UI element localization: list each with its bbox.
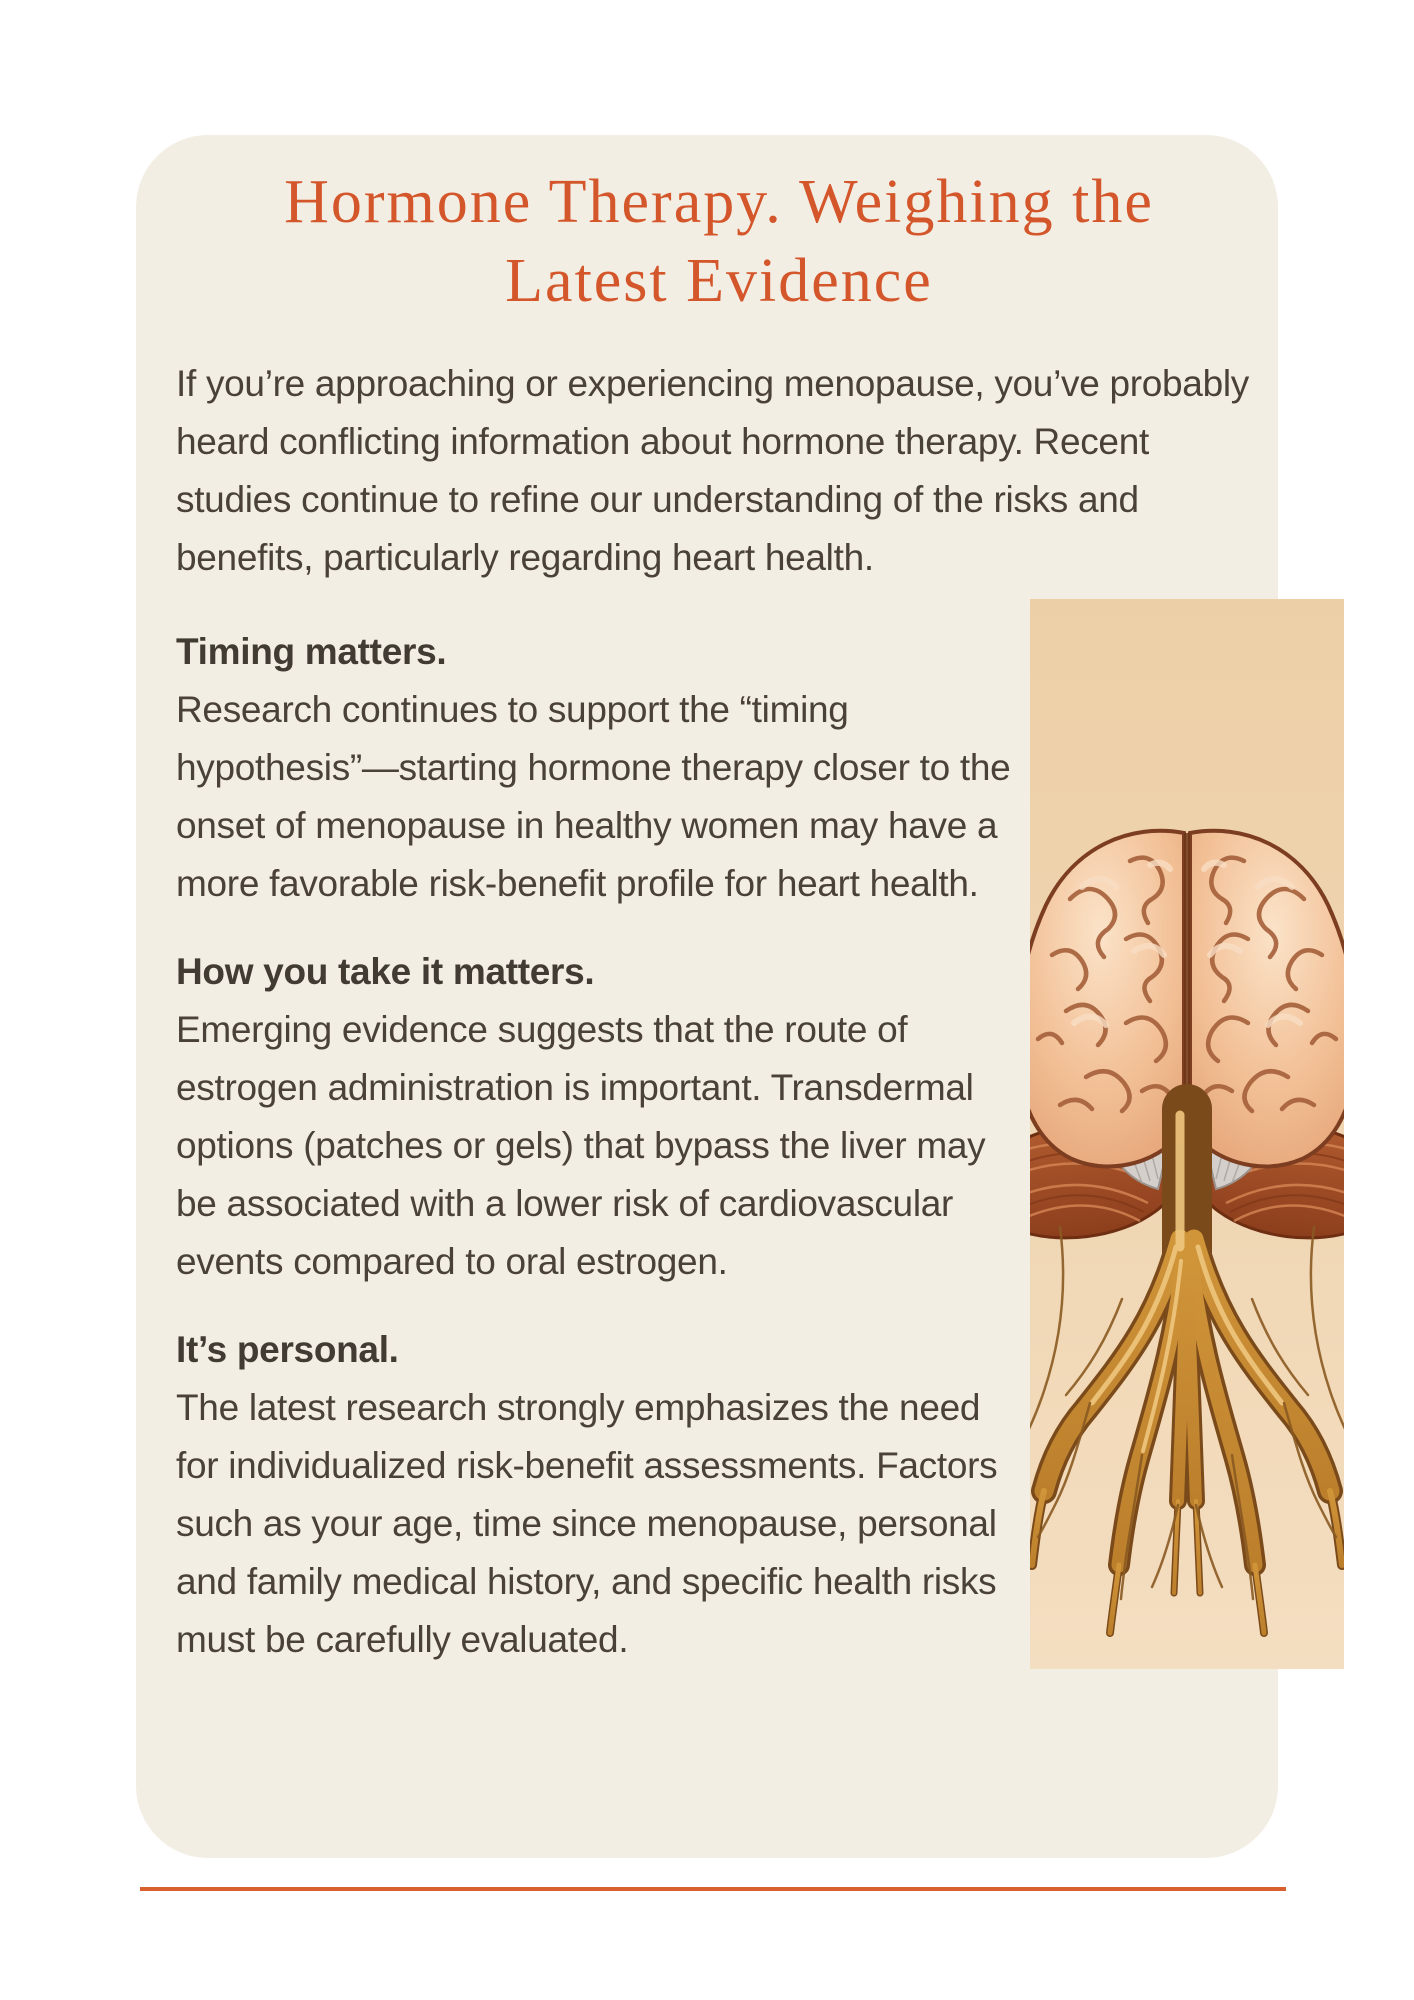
section-body: Research continues to support the “timing hypothesis”—starting hormone therapy closer to the onset of menopause in healthy women may have a more favorable risk-benefit profile for heart health. bbox=[176, 689, 1011, 904]
section-timing bbox=[176, 623, 1028, 913]
sections bbox=[176, 623, 1028, 1669]
intro-paragraph: If you’re approaching or experiencing menopause, you’ve probably heard conflicting information about hormone therapy. Recent studies continue to refine our understanding of the risks and benefits, particularly regarding heart health. bbox=[176, 363, 1249, 578]
section-heading: Timing matters. bbox=[176, 631, 447, 672]
footer-divider-line bbox=[140, 1887, 1286, 1891]
section-route bbox=[176, 943, 1028, 1291]
page-title-line2: Latest Evidence bbox=[505, 247, 933, 315]
article-card bbox=[136, 135, 1278, 1858]
page-title bbox=[176, 163, 1262, 321]
section-heading: It’s personal. bbox=[176, 1329, 399, 1370]
section-body: Emerging evidence suggests that the route of estrogen administration is important. Transdermal options (patches or gels) that bypass the liver may be associated with a lower risk of cardiovascular events compared to oral estrogen. bbox=[176, 1009, 986, 1282]
page-title-line1: Hormone Therapy. Weighing the bbox=[284, 168, 1154, 236]
article-content bbox=[176, 135, 1262, 1669]
section-heading: How you take it matters. bbox=[176, 951, 595, 992]
section-body: The latest research strongly emphasizes the need for individualized risk-benefit assessments. Factors such as your age, time since menopause, personal and family medical history, and specific health risks must be carefully evaluated. bbox=[176, 1387, 998, 1660]
section-personal bbox=[176, 1321, 1028, 1669]
